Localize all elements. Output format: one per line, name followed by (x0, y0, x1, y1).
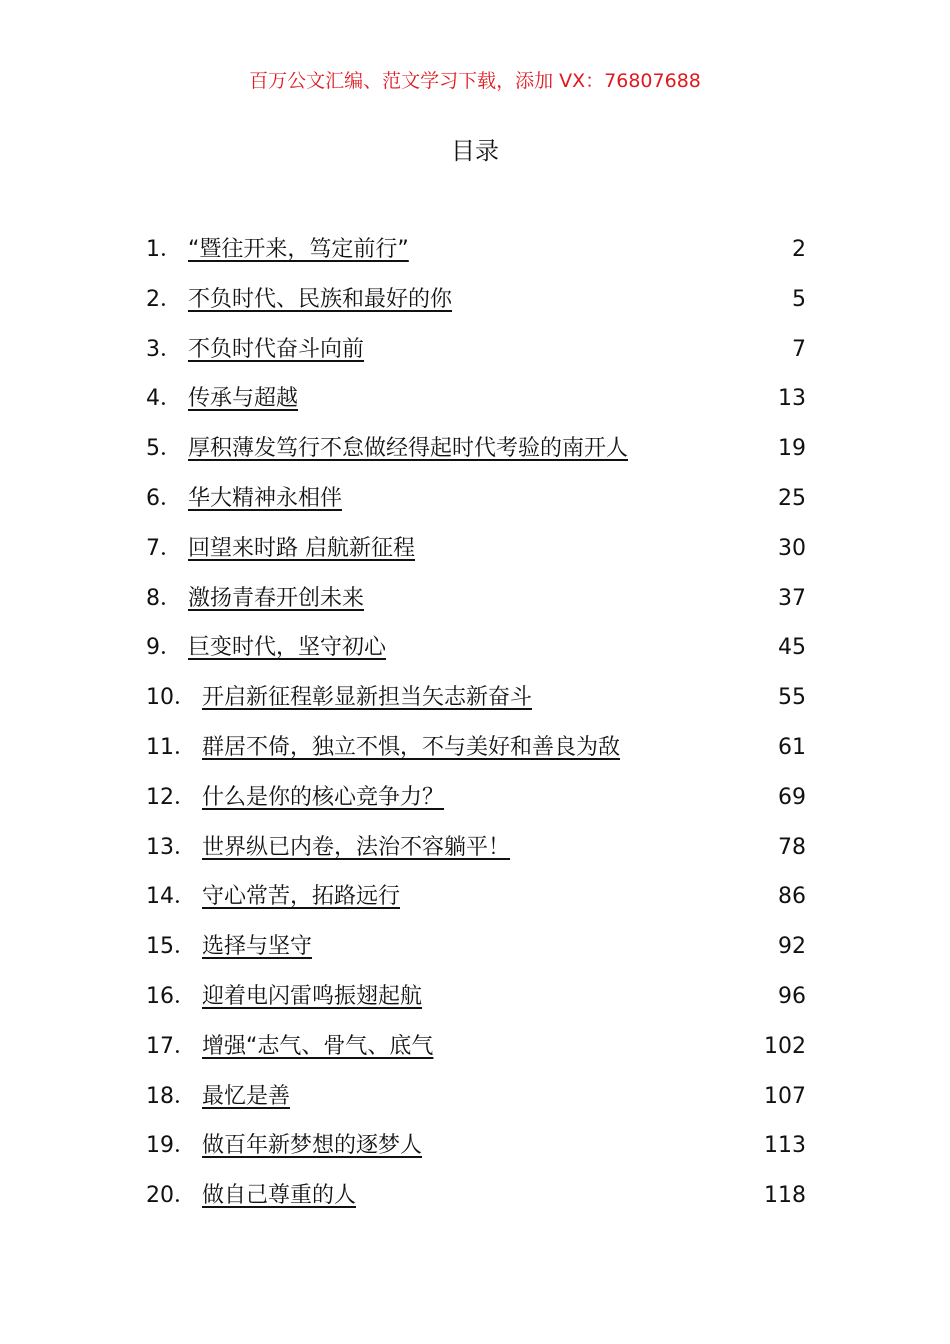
toc-entry[interactable] (146, 231, 806, 281)
header-note: 百万公文汇编、范文学习下载，添加 VX：76807688 (249, 70, 701, 92)
toc-entry[interactable] (146, 729, 806, 779)
toc-entry-link[interactable]: 厚积薄发笃行不怠做经得起时代考验的南开人 (188, 436, 629, 462)
toc-entry-link[interactable]: 选择与坚守 (202, 934, 313, 960)
toc-entry-page: 37 (778, 585, 806, 611)
toc-entry-link[interactable]: 开启新征程彰显新担当矢志新奋斗 (202, 685, 533, 711)
toc-entry-number: 13． (146, 834, 196, 860)
toc-entry[interactable] (146, 829, 806, 879)
toc-entry-page: 102 (764, 1033, 806, 1059)
toc-entry-number: 10． (146, 685, 196, 711)
toc-entry-page: 118 (764, 1183, 806, 1209)
toc-entry[interactable] (146, 1078, 806, 1128)
toc-entry-link[interactable]: 不负时代奋斗向前 (188, 336, 365, 362)
toc-entry-number: 1． (146, 237, 182, 262)
toc-entry-link[interactable]: 什么是你的核心竞争力？ (202, 784, 445, 810)
toc-entry[interactable] (146, 580, 806, 630)
toc-entry-page: 78 (778, 834, 806, 860)
toc-entry-link[interactable]: 迎着电闪雷鸣振翅起航 (202, 983, 423, 1009)
toc-entry-page: 25 (778, 485, 806, 511)
toc-entry[interactable] (146, 380, 806, 430)
toc-entry-number: 18． (146, 1083, 196, 1109)
toc-entry-page: 86 (778, 884, 806, 910)
toc-entry-link[interactable]: 回望来时路 启航新征程 (188, 535, 415, 561)
toc-entry-number: 8． (146, 585, 182, 611)
toc-entry-page: 69 (778, 784, 806, 810)
toc-entry-link[interactable]: 群居不倚，独立不惧，不与美好和善良为敌 (202, 734, 621, 760)
toc-entry-number: 12． (146, 784, 196, 810)
toc-entry-page: 92 (778, 934, 806, 960)
toc-entry-number: 19． (146, 1133, 196, 1159)
toc-entry[interactable] (146, 430, 806, 480)
toc-entry-link[interactable]: 最忆是善 (202, 1083, 291, 1109)
toc-entry-page: 13 (778, 386, 806, 412)
toc-entry-page: 45 (778, 635, 806, 661)
toc-entry-link[interactable]: 不负时代、民族和最好的你 (188, 286, 453, 312)
toc-entry[interactable] (146, 1127, 806, 1177)
toc-entry-number: 17． (146, 1033, 196, 1059)
toc-entry-number: 16． (146, 983, 196, 1009)
toc-entry-link[interactable]: 巨变时代，坚守初心 (188, 635, 387, 661)
toc-entry[interactable] (146, 679, 806, 729)
toc-entry-page: 19 (778, 436, 806, 462)
toc-entry[interactable] (146, 281, 806, 331)
toc-entry-page: 30 (778, 535, 806, 561)
toc-entry-page: 7 (792, 336, 806, 362)
toc-entry[interactable] (146, 928, 806, 978)
toc-entry-link[interactable]: 传承与超越 (188, 386, 299, 412)
toc-entry-number: 9． (146, 635, 182, 661)
toc-entry-link[interactable]: 增强“志气、骨气、底气 (202, 1033, 434, 1059)
toc-entry-link[interactable]: 做自己尊重的人 (202, 1183, 357, 1209)
toc-entry-number: 3． (146, 336, 182, 362)
toc-entry-link[interactable]: “暨往开来，笃定前行” (188, 237, 409, 262)
toc-entry[interactable] (146, 629, 806, 679)
toc-entry-number: 2． (146, 286, 182, 312)
toc-entry-page: 2 (792, 237, 806, 262)
toc-entry-page: 96 (778, 983, 806, 1009)
toc-entry-link[interactable]: 华大精神永相伴 (188, 485, 343, 511)
toc-entry-link[interactable]: 世界纵已内卷，法治不容躺平！ (202, 834, 511, 860)
toc-entry-page: 107 (764, 1083, 806, 1109)
toc-entry[interactable] (146, 978, 806, 1028)
toc-entry[interactable] (146, 530, 806, 580)
toc-entry-number: 11． (146, 734, 196, 760)
toc-entry-page: 55 (778, 685, 806, 711)
toc-entry-number: 5． (146, 436, 182, 462)
toc-entry-link[interactable]: 守心常苦，拓路远行 (202, 884, 401, 910)
toc-entry-number: 7． (146, 535, 182, 561)
toc-entry-number: 14． (146, 884, 196, 910)
page-title: 目录 (451, 137, 499, 165)
table-of-contents (146, 231, 806, 1227)
toc-entry-page: 113 (764, 1133, 806, 1159)
toc-entry-page: 5 (792, 286, 806, 312)
toc-entry[interactable] (146, 878, 806, 928)
toc-entry[interactable] (146, 331, 806, 381)
toc-entry[interactable] (146, 779, 806, 829)
toc-entry[interactable] (146, 1028, 806, 1078)
toc-entry-number: 15． (146, 934, 196, 960)
toc-entry-link[interactable]: 激扬青春开创未来 (188, 585, 365, 611)
toc-entry-number: 4． (146, 386, 182, 412)
toc-entry[interactable] (146, 480, 806, 530)
toc-entry-number: 6． (146, 485, 182, 511)
toc-entry-number: 20． (146, 1183, 196, 1209)
toc-entry-page: 61 (778, 734, 806, 760)
toc-entry-link[interactable]: 做百年新梦想的逐梦人 (202, 1133, 423, 1159)
toc-entry[interactable] (146, 1177, 806, 1227)
